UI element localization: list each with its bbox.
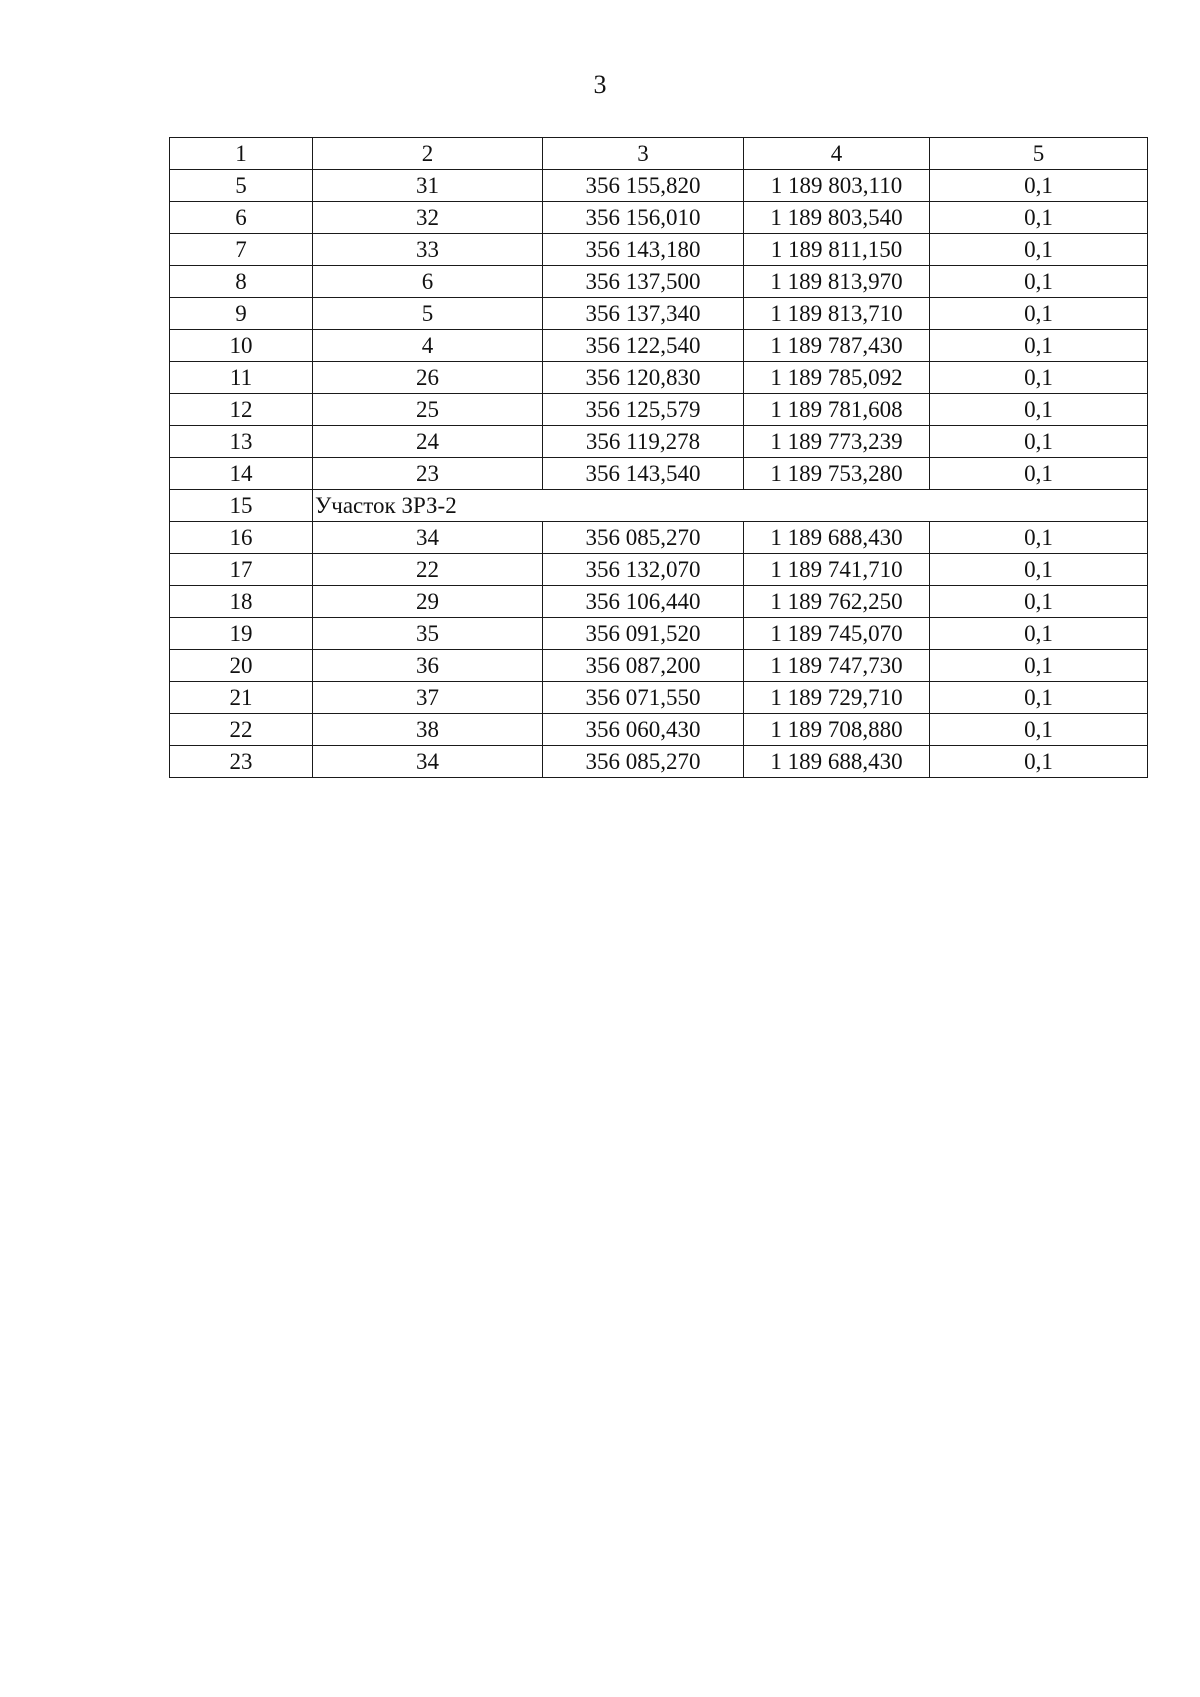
error-cell: 0,1 xyxy=(930,554,1148,586)
x-coordinate-cell: 356 085,270 xyxy=(543,522,744,554)
point-number-cell: 38 xyxy=(313,714,543,746)
header-cell: 2 xyxy=(313,138,543,170)
row-number-cell: 20 xyxy=(170,650,313,682)
point-number-cell: 31 xyxy=(313,170,543,202)
error-cell: 0,1 xyxy=(930,298,1148,330)
table-row xyxy=(170,426,1148,458)
x-coordinate-cell: 356 125,579 xyxy=(543,394,744,426)
error-cell: 0,1 xyxy=(930,170,1148,202)
row-number-cell: 18 xyxy=(170,586,313,618)
x-coordinate-cell: 356 119,278 xyxy=(543,426,744,458)
x-coordinate-cell: 356 071,550 xyxy=(543,682,744,714)
table-row xyxy=(170,202,1148,234)
y-coordinate-cell: 1 189 785,092 xyxy=(744,362,930,394)
table-row xyxy=(170,746,1148,778)
y-coordinate-cell: 1 189 813,710 xyxy=(744,298,930,330)
y-coordinate-cell: 1 189 747,730 xyxy=(744,650,930,682)
point-number-cell: 34 xyxy=(313,522,543,554)
x-coordinate-cell: 356 122,540 xyxy=(543,330,744,362)
row-number-cell: 10 xyxy=(170,330,313,362)
point-number-cell: 33 xyxy=(313,234,543,266)
row-number-cell: 11 xyxy=(170,362,313,394)
x-coordinate-cell: 356 156,010 xyxy=(543,202,744,234)
point-number-cell: 34 xyxy=(313,746,543,778)
x-coordinate-cell: 356 060,430 xyxy=(543,714,744,746)
x-coordinate-cell: 356 143,540 xyxy=(543,458,744,490)
x-coordinate-cell: 356 106,440 xyxy=(543,586,744,618)
row-number-cell: 9 xyxy=(170,298,313,330)
error-cell: 0,1 xyxy=(930,330,1148,362)
y-coordinate-cell: 1 189 753,280 xyxy=(744,458,930,490)
y-coordinate-cell: 1 189 741,710 xyxy=(744,554,930,586)
row-number-cell: 15 xyxy=(170,490,313,522)
table-row xyxy=(170,554,1148,586)
point-number-cell: 25 xyxy=(313,394,543,426)
table-header-row xyxy=(170,138,1148,170)
point-number-cell: 5 xyxy=(313,298,543,330)
y-coordinate-cell: 1 189 813,970 xyxy=(744,266,930,298)
y-coordinate-cell: 1 189 787,430 xyxy=(744,330,930,362)
row-number-cell: 21 xyxy=(170,682,313,714)
row-number-cell: 17 xyxy=(170,554,313,586)
error-cell: 0,1 xyxy=(930,522,1148,554)
row-number-cell: 12 xyxy=(170,394,313,426)
header-cell: 5 xyxy=(930,138,1148,170)
table-row xyxy=(170,170,1148,202)
header-cell: 1 xyxy=(170,138,313,170)
y-coordinate-cell: 1 189 729,710 xyxy=(744,682,930,714)
point-number-cell: 36 xyxy=(313,650,543,682)
table-row xyxy=(170,234,1148,266)
table-row xyxy=(170,522,1148,554)
error-cell: 0,1 xyxy=(930,202,1148,234)
row-number-cell: 6 xyxy=(170,202,313,234)
table-row xyxy=(170,458,1148,490)
header-cell: 3 xyxy=(543,138,744,170)
point-number-cell: 4 xyxy=(313,330,543,362)
error-cell: 0,1 xyxy=(930,362,1148,394)
row-number-cell: 13 xyxy=(170,426,313,458)
y-coordinate-cell: 1 189 745,070 xyxy=(744,618,930,650)
x-coordinate-cell: 356 143,180 xyxy=(543,234,744,266)
y-coordinate-cell: 1 189 762,250 xyxy=(744,586,930,618)
error-cell: 0,1 xyxy=(930,618,1148,650)
point-number-cell: 26 xyxy=(313,362,543,394)
table-row xyxy=(170,266,1148,298)
header-cell: 4 xyxy=(744,138,930,170)
x-coordinate-cell: 356 091,520 xyxy=(543,618,744,650)
error-cell: 0,1 xyxy=(930,394,1148,426)
x-coordinate-cell: 356 155,820 xyxy=(543,170,744,202)
table-row xyxy=(170,394,1148,426)
error-cell: 0,1 xyxy=(930,458,1148,490)
error-cell: 0,1 xyxy=(930,426,1148,458)
table-row xyxy=(170,618,1148,650)
point-number-cell: 32 xyxy=(313,202,543,234)
y-coordinate-cell: 1 189 803,540 xyxy=(744,202,930,234)
coordinates-table xyxy=(169,137,1148,778)
point-number-cell: 29 xyxy=(313,586,543,618)
error-cell: 0,1 xyxy=(930,234,1148,266)
row-number-cell: 23 xyxy=(170,746,313,778)
section-title-cell: Участок ЗРЗ-2 xyxy=(313,490,1148,522)
x-coordinate-cell: 356 137,340 xyxy=(543,298,744,330)
error-cell: 0,1 xyxy=(930,650,1148,682)
row-number-cell: 14 xyxy=(170,458,313,490)
x-coordinate-cell: 356 120,830 xyxy=(543,362,744,394)
point-number-cell: 6 xyxy=(313,266,543,298)
error-cell: 0,1 xyxy=(930,682,1148,714)
error-cell: 0,1 xyxy=(930,746,1148,778)
row-number-cell: 7 xyxy=(170,234,313,266)
row-number-cell: 19 xyxy=(170,618,313,650)
y-coordinate-cell: 1 189 773,239 xyxy=(744,426,930,458)
error-cell: 0,1 xyxy=(930,266,1148,298)
point-number-cell: 37 xyxy=(313,682,543,714)
y-coordinate-cell: 1 189 781,608 xyxy=(744,394,930,426)
page-number: 3 xyxy=(593,70,607,99)
row-number-cell: 5 xyxy=(170,170,313,202)
row-number-cell: 16 xyxy=(170,522,313,554)
error-cell: 0,1 xyxy=(930,714,1148,746)
y-coordinate-cell: 1 189 708,880 xyxy=(744,714,930,746)
row-number-cell: 22 xyxy=(170,714,313,746)
table-row xyxy=(170,682,1148,714)
table-row xyxy=(170,330,1148,362)
table-row xyxy=(170,298,1148,330)
table-row xyxy=(170,362,1148,394)
x-coordinate-cell: 356 132,070 xyxy=(543,554,744,586)
y-coordinate-cell: 1 189 811,150 xyxy=(744,234,930,266)
row-number-cell: 8 xyxy=(170,266,313,298)
y-coordinate-cell: 1 189 803,110 xyxy=(744,170,930,202)
point-number-cell: 35 xyxy=(313,618,543,650)
table-body xyxy=(170,138,1148,778)
point-number-cell: 23 xyxy=(313,458,543,490)
x-coordinate-cell: 356 087,200 xyxy=(543,650,744,682)
table-row xyxy=(170,714,1148,746)
point-number-cell: 22 xyxy=(313,554,543,586)
point-number-cell: 24 xyxy=(313,426,543,458)
table-row xyxy=(170,650,1148,682)
y-coordinate-cell: 1 189 688,430 xyxy=(744,522,930,554)
table-row xyxy=(170,586,1148,618)
x-coordinate-cell: 356 137,500 xyxy=(543,266,744,298)
x-coordinate-cell: 356 085,270 xyxy=(543,746,744,778)
error-cell: 0,1 xyxy=(930,586,1148,618)
table-section-row xyxy=(170,490,1148,522)
y-coordinate-cell: 1 189 688,430 xyxy=(744,746,930,778)
